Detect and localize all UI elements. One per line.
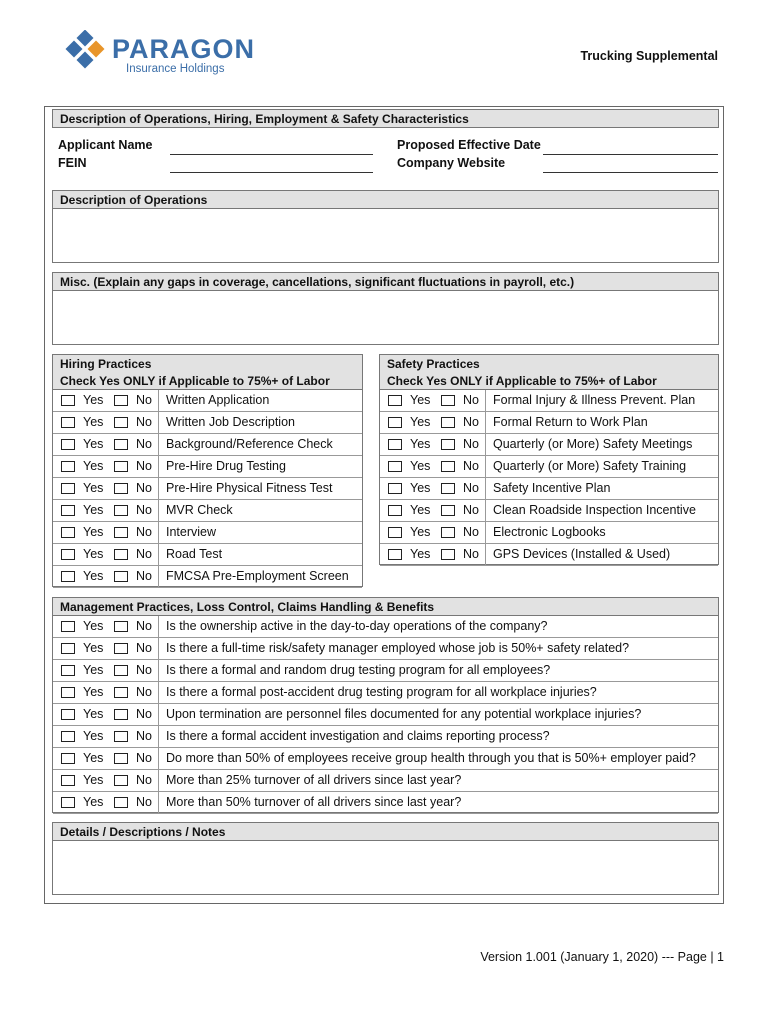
column-divider xyxy=(158,616,159,637)
no-label: No xyxy=(136,641,152,655)
hiring-row xyxy=(53,500,362,522)
management-yes-checkbox[interactable] xyxy=(61,665,75,676)
yes-label: Yes xyxy=(410,415,431,429)
applicant-name-field[interactable] xyxy=(170,154,373,155)
safety-row xyxy=(380,522,718,544)
management-row xyxy=(53,682,718,704)
management-row xyxy=(53,748,718,770)
hiring-item-label: MVR Check xyxy=(166,503,233,517)
column-divider xyxy=(485,412,486,433)
hiring-yes-checkbox[interactable] xyxy=(61,439,75,450)
yes-label: Yes xyxy=(410,459,431,473)
hiring-no-checkbox[interactable] xyxy=(114,461,128,472)
hiring-row xyxy=(53,412,362,434)
column-divider xyxy=(158,566,159,587)
yes-label: Yes xyxy=(410,503,431,517)
hiring-no-checkbox[interactable] xyxy=(114,483,128,494)
column-divider xyxy=(158,412,159,433)
misc-textarea[interactable] xyxy=(52,290,719,345)
management-no-checkbox[interactable] xyxy=(114,621,128,632)
management-item-label: Is there a formal accident investigation and claims reporting process? xyxy=(166,729,550,743)
no-label: No xyxy=(136,547,152,561)
yes-label: Yes xyxy=(83,569,104,583)
yes-label: Yes xyxy=(410,393,431,407)
hiring-item-label: Interview xyxy=(166,525,217,539)
column-divider xyxy=(158,660,159,681)
safety-no-checkbox[interactable] xyxy=(441,505,455,516)
column-divider xyxy=(485,478,486,499)
safety-practices-title: Safety Practices xyxy=(387,357,480,371)
column-divider xyxy=(158,478,159,499)
hiring-item-label: Written Job Description xyxy=(166,415,295,429)
hiring-row xyxy=(53,544,362,566)
management-yes-checkbox[interactable] xyxy=(61,687,75,698)
yes-label: Yes xyxy=(83,707,104,721)
no-label: No xyxy=(136,707,152,721)
details-textarea[interactable] xyxy=(52,840,719,895)
column-divider xyxy=(485,500,486,521)
no-label: No xyxy=(463,547,479,561)
management-yes-checkbox[interactable] xyxy=(61,621,75,632)
column-divider xyxy=(158,638,159,659)
company-website-field[interactable] xyxy=(543,172,718,173)
column-divider xyxy=(485,522,486,543)
hiring-yes-checkbox[interactable] xyxy=(61,527,75,538)
column-divider xyxy=(158,522,159,543)
safety-item-label: Electronic Logbooks xyxy=(493,525,606,539)
management-item-label: Is there a formal and random drug testing program for all employees? xyxy=(166,663,551,677)
management-item-label: More than 25% turnover of all drivers since last year? xyxy=(166,773,462,787)
column-divider xyxy=(158,544,159,565)
safety-item-label: Formal Return to Work Plan xyxy=(493,415,648,429)
column-divider xyxy=(158,682,159,703)
hiring-yes-checkbox[interactable] xyxy=(61,417,75,428)
no-label: No xyxy=(136,525,152,539)
hiring-row xyxy=(53,522,362,544)
hiring-item-label: Pre-Hire Drug Testing xyxy=(166,459,286,473)
yes-label: Yes xyxy=(83,547,104,561)
hiring-row xyxy=(53,434,362,456)
hiring-item-label: Written Application xyxy=(166,393,270,407)
safety-practices-header xyxy=(379,354,719,390)
management-no-checkbox[interactable] xyxy=(114,687,128,698)
management-row xyxy=(53,616,718,638)
safety-item-label: Safety Incentive Plan xyxy=(493,481,611,495)
management-table xyxy=(52,615,719,813)
paragon-logo xyxy=(64,30,254,80)
yes-label: Yes xyxy=(83,795,104,809)
hiring-practices-table xyxy=(52,389,363,587)
hiring-no-checkbox[interactable] xyxy=(114,417,128,428)
column-divider xyxy=(158,748,159,769)
hiring-yes-checkbox[interactable] xyxy=(61,549,75,560)
management-yes-checkbox[interactable] xyxy=(61,709,75,720)
yes-label: Yes xyxy=(83,685,104,699)
safety-row xyxy=(380,456,718,478)
safety-no-checkbox[interactable] xyxy=(441,527,455,538)
no-label: No xyxy=(136,729,152,743)
column-divider xyxy=(485,390,486,411)
hiring-yes-checkbox[interactable] xyxy=(61,461,75,472)
management-no-checkbox[interactable] xyxy=(114,709,128,720)
safety-no-checkbox[interactable] xyxy=(441,439,455,450)
safety-yes-checkbox[interactable] xyxy=(388,417,402,428)
safety-no-checkbox[interactable] xyxy=(441,417,455,428)
safety-yes-checkbox[interactable] xyxy=(388,461,402,472)
management-yes-checkbox[interactable] xyxy=(61,731,75,742)
safety-no-checkbox[interactable] xyxy=(441,395,455,406)
no-label: No xyxy=(136,569,152,583)
no-label: No xyxy=(463,481,479,495)
hiring-practices-subtitle: Check Yes ONLY if Applicable to 75%+ of Labor xyxy=(60,374,330,388)
management-no-checkbox[interactable] xyxy=(114,797,128,808)
no-label: No xyxy=(136,751,152,765)
column-divider xyxy=(158,434,159,455)
hiring-practices-header xyxy=(52,354,363,390)
management-item-label: Do more than 50% of employees receive group health through you that is 50%+ employer paid? xyxy=(166,751,696,765)
no-label: No xyxy=(136,795,152,809)
management-item-label: More than 50% turnover of all drivers since last year? xyxy=(166,795,462,809)
hiring-no-checkbox[interactable] xyxy=(114,571,128,582)
no-label: No xyxy=(136,481,152,495)
hiring-item-label: Pre-Hire Physical Fitness Test xyxy=(166,481,333,495)
column-divider xyxy=(158,770,159,791)
fein-label: FEIN xyxy=(58,156,87,170)
yes-label: Yes xyxy=(83,641,104,655)
safety-no-checkbox[interactable] xyxy=(441,483,455,494)
hiring-practices-title: Hiring Practices xyxy=(60,357,152,371)
safety-yes-checkbox[interactable] xyxy=(388,527,402,538)
yes-label: Yes xyxy=(83,525,104,539)
proposed-effective-date-label: Proposed Effective Date xyxy=(397,138,541,152)
management-yes-checkbox[interactable] xyxy=(61,753,75,764)
column-divider xyxy=(485,456,486,477)
no-label: No xyxy=(463,503,479,517)
safety-practices-table xyxy=(379,389,719,565)
management-header: Management Practices, Loss Control, Claims Handling & Benefits xyxy=(52,597,719,616)
no-label: No xyxy=(136,415,152,429)
hiring-item-label: Road Test xyxy=(166,547,223,561)
no-label: No xyxy=(463,437,479,451)
diamond-logo-icon xyxy=(64,30,110,76)
safety-item-label: Quarterly (or More) Safety Training xyxy=(493,459,687,473)
safety-item-label: Clean Roadside Inspection Incentive xyxy=(493,503,696,517)
safety-row xyxy=(380,390,718,412)
hiring-row xyxy=(53,390,362,412)
management-row xyxy=(53,660,718,682)
management-item-label: Is there a formal post-accident drug testing program for all workplace injuries? xyxy=(166,685,597,699)
management-row xyxy=(53,638,718,660)
no-label: No xyxy=(136,663,152,677)
column-divider xyxy=(158,500,159,521)
safety-yes-checkbox[interactable] xyxy=(388,439,402,450)
no-label: No xyxy=(463,459,479,473)
safety-item-label: Quarterly (or More) Safety Meetings xyxy=(493,437,693,451)
section-header-operations: Description of Operations, Hiring, Employment & Safety Characteristics xyxy=(52,109,719,128)
management-row xyxy=(53,770,718,792)
hiring-no-checkbox[interactable] xyxy=(114,527,128,538)
management-no-checkbox[interactable] xyxy=(114,775,128,786)
safety-yes-checkbox[interactable] xyxy=(388,505,402,516)
safety-yes-checkbox[interactable] xyxy=(388,549,402,560)
yes-label: Yes xyxy=(83,729,104,743)
hiring-item-label: FMCSA Pre-Employment Screen xyxy=(166,569,349,583)
column-divider xyxy=(485,434,486,455)
safety-yes-checkbox[interactable] xyxy=(388,483,402,494)
description-header: Description of Operations xyxy=(52,190,719,209)
hiring-yes-checkbox[interactable] xyxy=(61,395,75,406)
yes-label: Yes xyxy=(83,619,104,633)
hiring-row xyxy=(53,456,362,478)
description-textarea[interactable] xyxy=(52,208,719,263)
management-item-label: Is there a full-time risk/safety manager employed whose job is 50%+ safety related? xyxy=(166,641,630,655)
no-label: No xyxy=(463,393,479,407)
column-divider xyxy=(158,456,159,477)
applicant-name-label: Applicant Name xyxy=(58,138,153,152)
column-divider xyxy=(158,704,159,725)
yes-label: Yes xyxy=(83,503,104,517)
no-label: No xyxy=(463,415,479,429)
no-label: No xyxy=(136,503,152,517)
management-yes-checkbox[interactable] xyxy=(61,643,75,654)
safety-yes-checkbox[interactable] xyxy=(388,395,402,406)
column-divider xyxy=(158,726,159,747)
document-title: Trucking Supplemental xyxy=(580,49,718,63)
yes-label: Yes xyxy=(410,525,431,539)
hiring-row xyxy=(53,566,362,588)
page-footer: Version 1.001 (January 1, 2020) --- Page | 1 xyxy=(480,950,724,964)
safety-no-checkbox[interactable] xyxy=(441,549,455,560)
logo-name: PARAGON xyxy=(112,34,256,64)
hiring-yes-checkbox[interactable] xyxy=(61,571,75,582)
safety-row xyxy=(380,434,718,456)
management-row xyxy=(53,792,718,814)
yes-label: Yes xyxy=(410,481,431,495)
safety-row xyxy=(380,544,718,566)
management-yes-checkbox[interactable] xyxy=(61,797,75,808)
management-no-checkbox[interactable] xyxy=(114,753,128,764)
safety-row xyxy=(380,478,718,500)
hiring-yes-checkbox[interactable] xyxy=(61,505,75,516)
misc-header: Misc. (Explain any gaps in coverage, cancellations, significant fluctuations in payroll, etc.) xyxy=(52,272,719,291)
hiring-no-checkbox[interactable] xyxy=(114,395,128,406)
company-website-label: Company Website xyxy=(397,156,506,170)
yes-label: Yes xyxy=(83,663,104,677)
management-no-checkbox[interactable] xyxy=(114,665,128,676)
management-yes-checkbox[interactable] xyxy=(61,775,75,786)
column-divider xyxy=(485,544,486,565)
no-label: No xyxy=(136,459,152,473)
proposed-effective-date-field[interactable] xyxy=(543,154,718,155)
yes-label: Yes xyxy=(83,481,104,495)
safety-item-label: Formal Injury & Illness Prevent. Plan xyxy=(493,393,696,407)
yes-label: Yes xyxy=(410,437,431,451)
no-label: No xyxy=(136,619,152,633)
no-label: No xyxy=(136,773,152,787)
yes-label: Yes xyxy=(83,393,104,407)
management-no-checkbox[interactable] xyxy=(114,731,128,742)
management-row xyxy=(53,704,718,726)
management-item-label: Is the ownership active in the day-to-day operations of the company? xyxy=(166,619,548,633)
safety-item-label: GPS Devices (Installed & Used) xyxy=(493,547,671,561)
yes-label: Yes xyxy=(83,751,104,765)
yes-label: Yes xyxy=(83,773,104,787)
hiring-no-checkbox[interactable] xyxy=(114,505,128,516)
hiring-no-checkbox[interactable] xyxy=(114,439,128,450)
details-header: Details / Descriptions / Notes xyxy=(52,822,719,841)
logo-subtitle: Insurance Holdings xyxy=(126,63,225,75)
hiring-yes-checkbox[interactable] xyxy=(61,483,75,494)
yes-label: Yes xyxy=(83,459,104,473)
column-divider xyxy=(158,390,159,411)
safety-row xyxy=(380,412,718,434)
yes-label: Yes xyxy=(410,547,431,561)
yes-label: Yes xyxy=(83,415,104,429)
no-label: No xyxy=(463,525,479,539)
hiring-item-label: Background/Reference Check xyxy=(166,437,333,451)
safety-no-checkbox[interactable] xyxy=(441,461,455,472)
safety-row xyxy=(380,500,718,522)
management-no-checkbox[interactable] xyxy=(114,643,128,654)
no-label: No xyxy=(136,437,152,451)
fein-field[interactable] xyxy=(170,172,373,173)
management-row xyxy=(53,726,718,748)
yes-label: Yes xyxy=(83,437,104,451)
no-label: No xyxy=(136,393,152,407)
management-item-label: Upon termination are personnel files documented for any potential workplace injuries? xyxy=(166,707,642,721)
no-label: No xyxy=(136,685,152,699)
column-divider xyxy=(158,792,159,813)
hiring-no-checkbox[interactable] xyxy=(114,549,128,560)
safety-practices-subtitle: Check Yes ONLY if Applicable to 75%+ of Labor xyxy=(387,374,657,388)
hiring-row xyxy=(53,478,362,500)
